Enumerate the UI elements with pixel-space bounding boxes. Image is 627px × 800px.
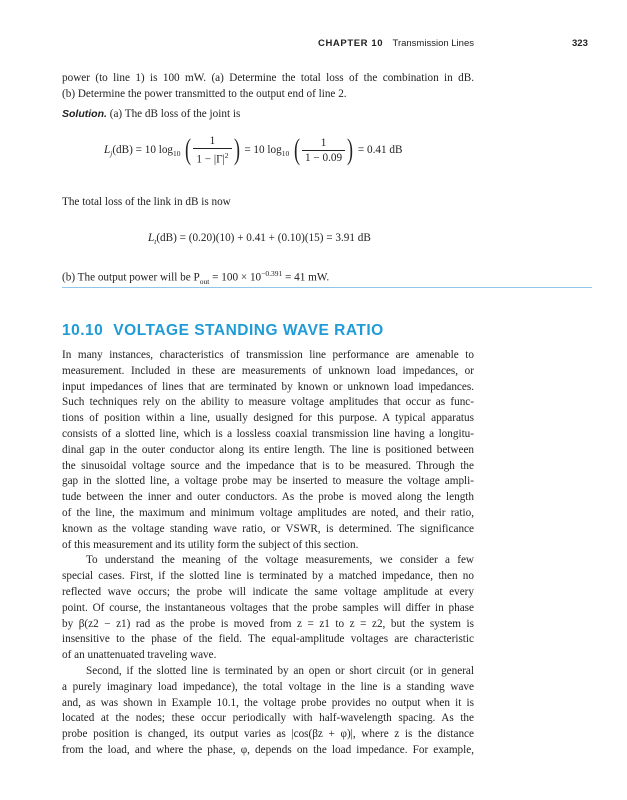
section-title: VOLTAGE STANDING WAVE RATIO <box>113 322 384 339</box>
text-line: Second, if the slotted line is terminated by an open or short circuit (or in general <box>86 664 474 677</box>
eq1-fraction-2 <box>302 136 345 165</box>
eq1-lhs: L <box>104 143 111 156</box>
equation-joint-loss: $L_j(dB) = 10$ $\log_{10}$ ( $\frac{1}{1 - |\Gamma|^2}$ ) = 10 $\log_{10}$ ( $\frac{1}{1 - 0.09}$ ) = 0.41 dB <box>104 133 403 167</box>
problem-line: (b) Determine the power transmitted to the output end of line 2. <box>62 88 347 100</box>
text-line: To understand the meaning of the voltage measurements, we consider a few <box>86 554 474 567</box>
part-b-result: = 41 mW. <box>282 271 330 284</box>
eq1-frac1-exp: 2 <box>224 151 229 160</box>
eq2-rhs: (dB) = (0.20)(10) + 0.41 + (0.10)(15) = 3.91 dB <box>156 232 371 244</box>
eq1-log-base-2: 10 <box>281 149 290 159</box>
eq1-fraction-1 <box>193 134 231 167</box>
solution-label: Solution. <box>62 108 107 120</box>
text-line: input impedances of lines that are terminated by known or unknown load impedances. <box>62 380 474 393</box>
chapter-title: Transmission Lines <box>392 38 474 49</box>
text-line: tude between the inner and outer conductors. As the probe is moved along the length <box>62 491 474 504</box>
eq1-lhs-arg: (dB) = 10 log <box>112 143 174 156</box>
part-b-sub: out <box>199 276 210 286</box>
text-line: probe position is changed, its output varies as |cos(βz + φ)|, where z is the distance <box>62 728 474 741</box>
text-line: tions of position within a line, usually designed for this purpose. A typical apparatus <box>62 412 474 425</box>
problem-text <box>62 70 474 102</box>
part-b-text: (b) The output power will be P <box>62 271 200 284</box>
section-heading <box>62 322 384 340</box>
text-line: gap in the slotted line, a voltage probe may be inserted to measure the voltage ampli- <box>62 475 474 488</box>
problem-line: power (to line 1) is 100 mW. (a) Determine the total loss of the combination in dB. <box>62 72 474 84</box>
text-line: the sinusoidal voltage source and the impedance that is to be measured. Through the <box>62 459 474 472</box>
body-text <box>62 348 474 759</box>
page-number: 323 <box>572 38 588 49</box>
text-line: from the load, and where the phase, φ, depends on the load impedance. For example, <box>62 743 474 756</box>
text-line: of the line, the maximum and minimum voltage amplitudes are noted, and their ratio, <box>62 506 474 519</box>
eq1-lhs-sub: j <box>110 149 113 159</box>
text-line: point. Of course, the instantaneous voltages that the probe samples will differ in phase <box>62 601 474 614</box>
solution-heading <box>62 106 474 122</box>
eq1-frac1-den: 1 − |Γ| <box>196 153 225 166</box>
text-line: of this measurement and its utility form the subject of this section. <box>62 538 359 551</box>
eq1-frac2-den: 1 − 0.09 <box>305 151 343 164</box>
text-line: dinal gap in the outer conductor along its entire length. The line is positioned between <box>62 443 474 456</box>
running-header <box>318 38 474 49</box>
paragraph-3 <box>62 664 474 759</box>
text-line: known as the voltage standing wave ratio, or VSWR, is determined. The significance <box>62 522 474 535</box>
eq1-frac1-num: 1 <box>193 134 231 149</box>
eq2-lhs-sub: t <box>154 237 157 247</box>
text-line: consists of a slotted line, which is a lossless coaxial transmission line having a longitu- <box>62 427 474 440</box>
text-line: a purely imaginary load impedance), the total voltage in the line is a standing wave <box>62 680 474 693</box>
text-line: Such techniques rely on the ability to measure voltage amplitudes that occur as func- <box>62 396 474 409</box>
text-line: reflected wave occurs; the probe will indicate the same voltage amplitude at every <box>62 585 474 598</box>
example-divider <box>62 287 592 288</box>
equation-total-loss <box>148 232 371 246</box>
text-line: measurement. Included in these are measurements of unknown load impedances, or <box>62 364 474 377</box>
text-line: insensitive to the phase of the field. The equal-amplitude voltages are characteristic <box>62 633 474 646</box>
chapter-label: CHAPTER 10 <box>318 38 384 49</box>
text-line: located at the nodes; these occur periodically with half-wavelength spacing. As the <box>62 712 474 725</box>
eq1-frac2-num: 1 <box>302 136 345 151</box>
part-b-exp: −0.391 <box>261 269 283 278</box>
eq2-lhs: L <box>148 232 155 244</box>
text-line: In many instances, characteristics of transmission line performance are amenable to <box>62 349 474 361</box>
paragraph-1 <box>62 348 474 553</box>
solution-intro: (a) The dB loss of the joint is <box>109 108 241 120</box>
eq1-mid: = 10 log <box>244 143 282 156</box>
text-line: by β(z2 − z1) rad as the probe is moved from z = z1 to z = z2, but the system is <box>62 617 474 630</box>
part-b-mid: = 100 × 10 <box>209 271 262 284</box>
paragraph-2 <box>62 553 474 664</box>
text-line: of an unattenuated traveling wave. <box>62 649 217 662</box>
total-loss-intro: The total loss of the link in dB is now <box>62 196 231 208</box>
eq1-result: = 0.41 dB <box>357 143 403 156</box>
section-number: 10.10 <box>62 322 104 339</box>
eq1-log-base: 10 <box>173 149 181 159</box>
text-line: and, as was shown in Example 10.1, the voltage probe provides no output when it is <box>62 696 474 709</box>
text-line: special cases. First, if the slotted line is terminated by a matched impedance, then no <box>62 570 474 583</box>
